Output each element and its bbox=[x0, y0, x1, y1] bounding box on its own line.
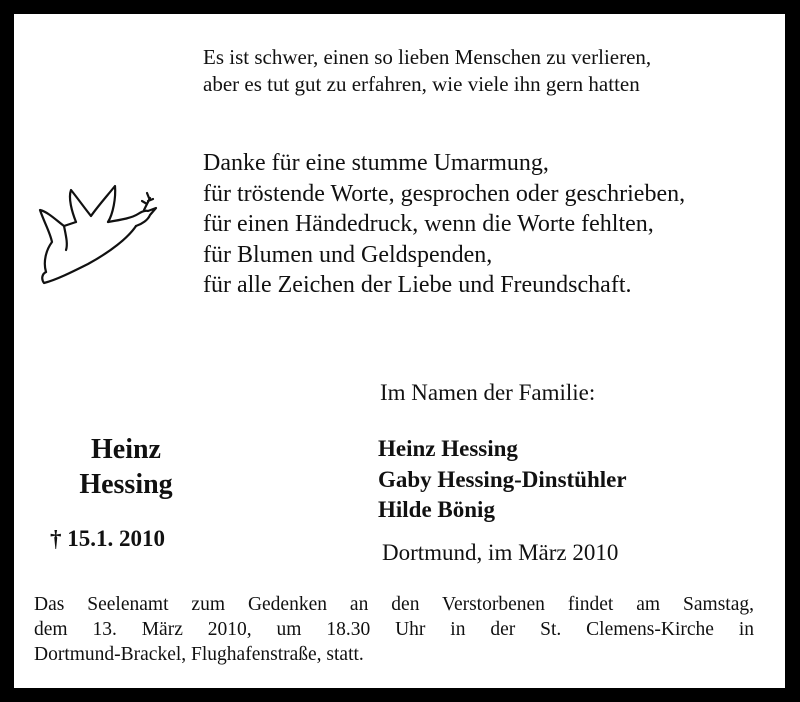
quote-line: Es ist schwer, einen so lieben Menschen zu verlieren, bbox=[203, 45, 652, 69]
thanks-line: Danke für eine stumme Umarmung, bbox=[203, 150, 549, 176]
family-name: Heinz Hessing bbox=[378, 436, 518, 461]
notice-line: Dortmund-Brackel, Flughafenstraße, statt. bbox=[34, 644, 364, 665]
dove-icon bbox=[38, 184, 163, 287]
family-name: Hilde Bönig bbox=[378, 497, 495, 522]
thanks-line: für alle Zeichen der Liebe und Freundschaft. bbox=[203, 272, 632, 298]
death-date: 15.1. 2010 bbox=[67, 526, 165, 551]
thanks-line: für einen Händedruck, wenn die Worte fehlten, bbox=[203, 211, 654, 237]
thanks-line: für tröstende Worte, gesprochen oder geschrieben, bbox=[203, 180, 686, 207]
notice-line: dem 13. März 2010, um 18.30 Uhr in der St. Clemens-Kirche in bbox=[34, 619, 754, 640]
cross-icon: † bbox=[50, 526, 62, 551]
notice-line: Das Seelenamt zum Gedenken an den Verstorbenen findet am Samstag, bbox=[34, 594, 754, 615]
thanks-line: für Blumen und Geldspenden, bbox=[203, 241, 493, 268]
family-names bbox=[378, 434, 627, 526]
deceased-name bbox=[62, 432, 190, 502]
service-notice bbox=[34, 592, 754, 667]
opening-quote bbox=[203, 44, 651, 98]
family-name: Gaby Hessing-Dinstühler bbox=[378, 466, 627, 492]
place-date: Dortmund, im März 2010 bbox=[382, 540, 619, 565]
quote-line: aber es tut gut zu erfahren, wie viele ihn gern hatten bbox=[203, 72, 640, 96]
family-intro: Im Namen der Familie: bbox=[380, 380, 596, 405]
deceased-last-name: Hessing bbox=[79, 469, 173, 500]
thanks-text bbox=[203, 148, 685, 301]
deceased-first-name: Heinz bbox=[91, 434, 161, 465]
death-date-line bbox=[50, 526, 165, 552]
